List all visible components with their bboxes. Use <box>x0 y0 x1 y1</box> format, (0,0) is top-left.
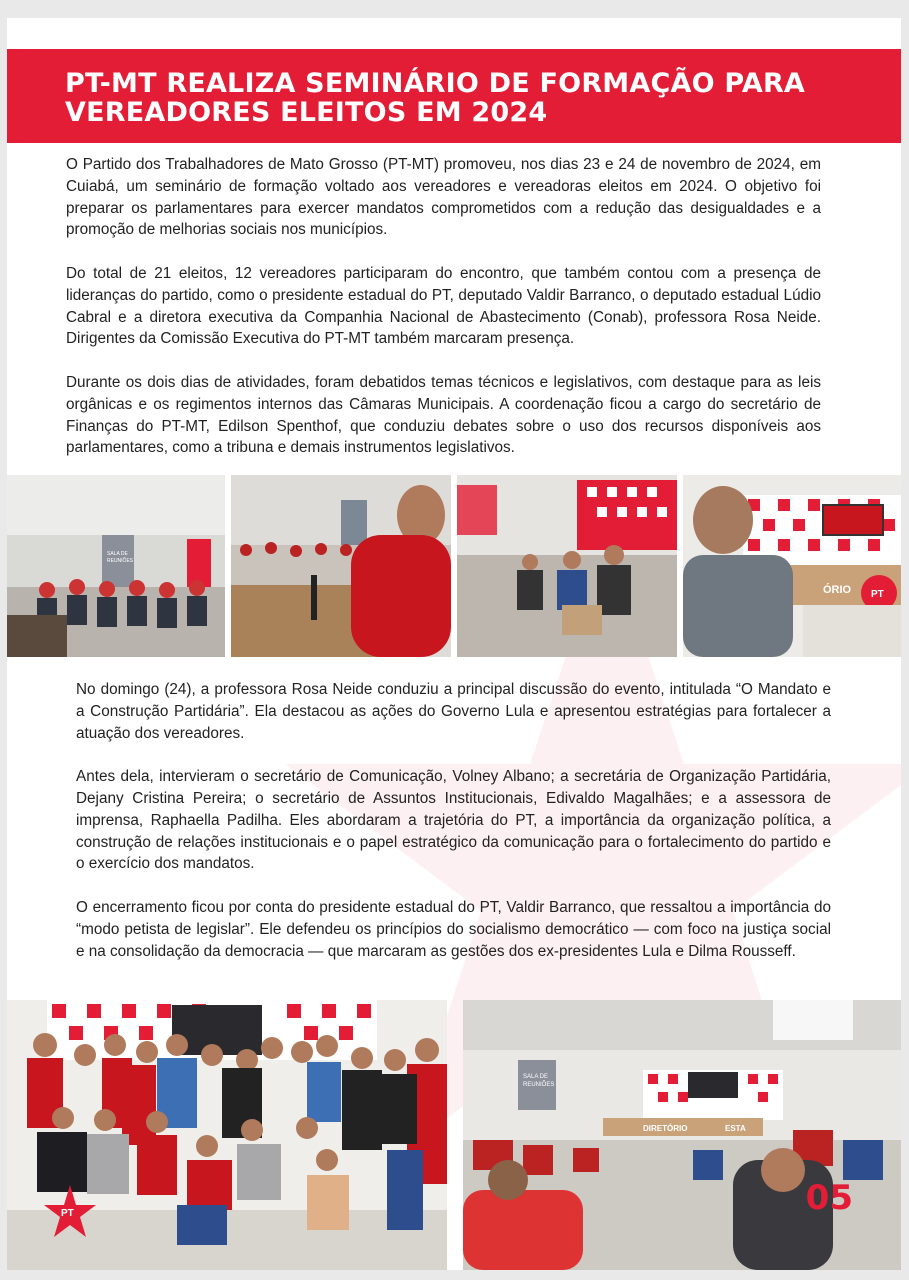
article-title: PT-MT REALIZA SEMINÁRIO DE FORMAÇÃO PARA VEREADORES ELEITOS EM 2024 <box>65 68 806 128</box>
paragraph-6: O encerramento ficou por conta do presidente estadual do PT, Valdir Barranco, que ressaltou a importância do “modo petista de legislar”. Ele defendeu os princípios do socialismo democrático — com foco na justiça social e na consolidação da democracia — que marcaram as gestões dos ex-presidentes Lula e Dilma Rousseff. <box>76 898 831 960</box>
photo-strip-top <box>7 475 901 657</box>
pt-logo-text: PT <box>61 1208 74 1219</box>
pt-logo-text: PT <box>871 589 884 600</box>
paragraph-1: O Partido dos Trabalhadores de Mato Grosso (PT-MT) promoveu, nos dias 23 e 24 de novembro de 2024, em Cuiabá, um seminário de formação voltado aos vereadores e vereadoras eleitos em 2024. O objetivo foi preparar os parlamentares para exercer mandatos comprometidos com a redução das desigualdades e a promoção de melhorias sociais nos municípios. <box>66 156 821 239</box>
photo-audience-seated <box>457 475 677 657</box>
wall-text: ESTA <box>725 1124 746 1133</box>
paragraph-3: Durante os dois dias de atividades, foram debatidos temas técnicos e legislativos, com destaque para as leis orgânicas e os regimentos internos das Câmaras Municipais. A coordenação ficou a cargo do secretário de Finanças do PT-MT, Edilson Spenthof, que conduziu debates sobre o uso dos recursos disponíveis aos parlamentares, como a tribuna e demais instrumentos legislativos. <box>66 373 821 457</box>
room-sign-text: SALA DE <box>107 551 128 557</box>
paragraph-2: Do total de 21 eleitos, 12 vereadores participaram do encontro, que também contou com a presença de lideranças do partido, como o presidente estadual do PT, deputado Valdir Barranco, o deputado estadual Lúdio Cabral e a diretora executiva da Companhia Nacional de Abastecimento (Conab), professora Rosa Neide. Dirigentes da Comissão Executiva do PT-MT também marcaram presença. <box>66 264 821 348</box>
magazine-page <box>7 18 901 1270</box>
article-body-top <box>66 154 821 481</box>
photo-strip-bottom <box>7 1000 901 1270</box>
photo-audience-pt-wall <box>683 475 901 657</box>
room-sign-text: REUNIÕES <box>523 1082 555 1088</box>
wall-text: DIRETÓRIO <box>643 1124 688 1133</box>
room-sign-text: REUNIÕES <box>107 558 134 564</box>
wall-text: ÓRIO <box>823 584 852 596</box>
photo-group-portrait <box>7 1000 447 1270</box>
paragraph-4: No domingo (24), a professora Rosa Neide conduziu a principal discussão do evento, intitulada “O Mandato e a Construção Partidária”. Ela destacou as ações do Governo Lula e apresentou estratégias para fortalecer a atuação dos vereadores. <box>76 681 831 742</box>
title-banner <box>7 49 901 143</box>
paragraph-5: Antes dela, intervieram o secretário de Comunicação, Volney Albano; a secretária de Organização Partidária, Dejany Cristina Pereira; o secretário de Assuntos Institucionais, Edivaldo Magalhães; e a assessora de imprensa, Raphaella Padilha. Eles abordaram a trajetória do PT, a importância da organização política, a construção de relações institucionais e o papel estratégico da comunicação para o fortalecimento do partido e o exercício dos mandatos. <box>76 768 831 873</box>
room-sign-text: SALA DE <box>523 1074 549 1080</box>
article-body-bottom <box>76 679 831 984</box>
page-number: 05 <box>805 1178 853 1218</box>
photo-meeting-room-audience <box>463 1000 901 1270</box>
photo-speaker-microphone <box>231 475 451 657</box>
photo-meeting-room-wide <box>7 475 225 657</box>
